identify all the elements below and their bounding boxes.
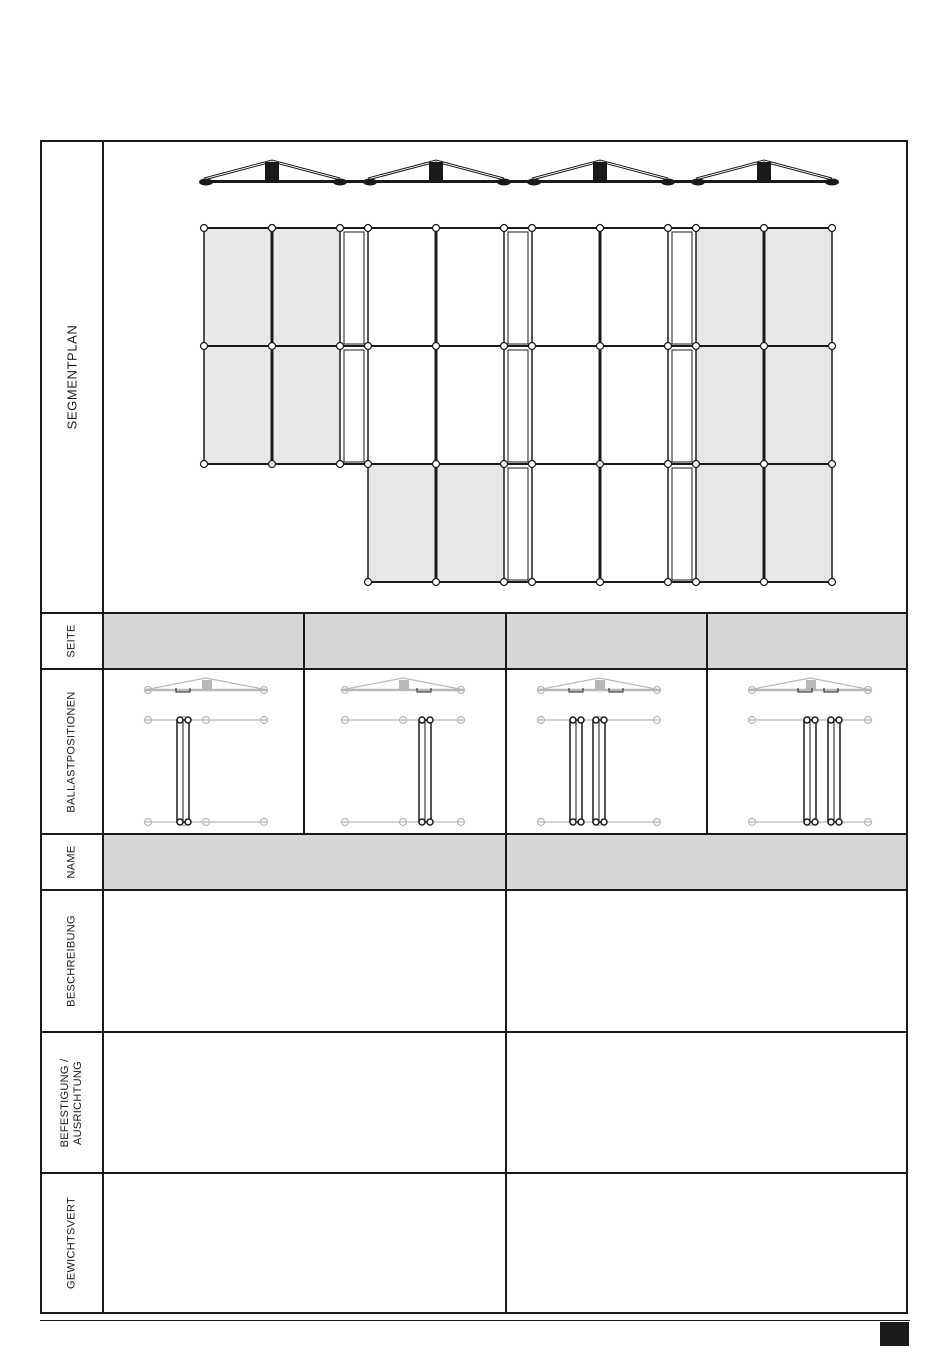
ballast-diagram-3 [507,670,708,833]
befestigung-row [42,1033,906,1174]
beschreibung-row [42,891,906,1033]
segmentplan-row [42,142,906,614]
seite-cell-4[interactable] [708,614,906,668]
footer-rule [40,1320,910,1321]
form-sheet [40,140,908,1314]
gewichtsvert-label: GEWICHTSVERT [65,1196,78,1290]
ballast-diagram-2 [305,670,507,833]
name-label-cell [42,835,104,889]
truss-elevation [199,160,839,186]
gewichtsvert-cell-left[interactable] [104,1174,507,1312]
seite-label-cell [42,614,104,668]
seite-cell-2[interactable] [305,614,507,668]
page-number-box [880,1322,909,1346]
segmentplan-label-cell [42,142,104,612]
seite-row [42,614,906,670]
seite-label: SEITE [65,624,78,658]
beschreibung-cell-left[interactable] [104,891,507,1031]
name-row [42,835,906,891]
befestigung-label-cell [42,1033,104,1172]
beschreibung-label: BESCHREIBUNG [65,915,78,1007]
seite-cell-1[interactable] [104,614,305,668]
ballast-diagram-1-svg [104,670,303,833]
seite-cell-3[interactable] [507,614,708,668]
befestigung-cell-left[interactable] [104,1033,507,1172]
gewichtsvert-label-cell [42,1174,104,1312]
ballast-diagram-4 [708,670,906,833]
segment-plan-svg [104,142,906,612]
befestigung-label-line1: BEFESTIGUNG / [59,1058,71,1147]
ballast-diagram-2-svg [305,670,505,833]
beschreibung-label-cell [42,891,104,1031]
befestigung-label [59,1058,85,1147]
ballastpositionen-label: BALLASTPOSITIONEN [65,690,78,813]
name-label: NAME [65,845,78,879]
ballastpositionen-label-cell [42,670,104,833]
ballast-diagram-1 [104,670,305,833]
name-cell-right[interactable] [507,835,906,889]
segment-plan-drawing [104,142,906,612]
gewichtsvert-cell-right[interactable] [507,1174,906,1312]
beschreibung-cell-right[interactable] [507,891,906,1031]
ballastpositionen-row [42,670,906,835]
gewichtsvert-row [42,1174,906,1312]
ballast-diagram-4-svg [708,670,906,833]
ballast-diagram-3-svg [507,670,706,833]
befestigung-label-line2: AUSRICHTUNG [72,1060,84,1145]
befestigung-cell-right[interactable] [507,1033,906,1172]
segmentplan-label: SEGMENTPLAN [64,324,80,430]
name-cell-left[interactable] [104,835,507,889]
